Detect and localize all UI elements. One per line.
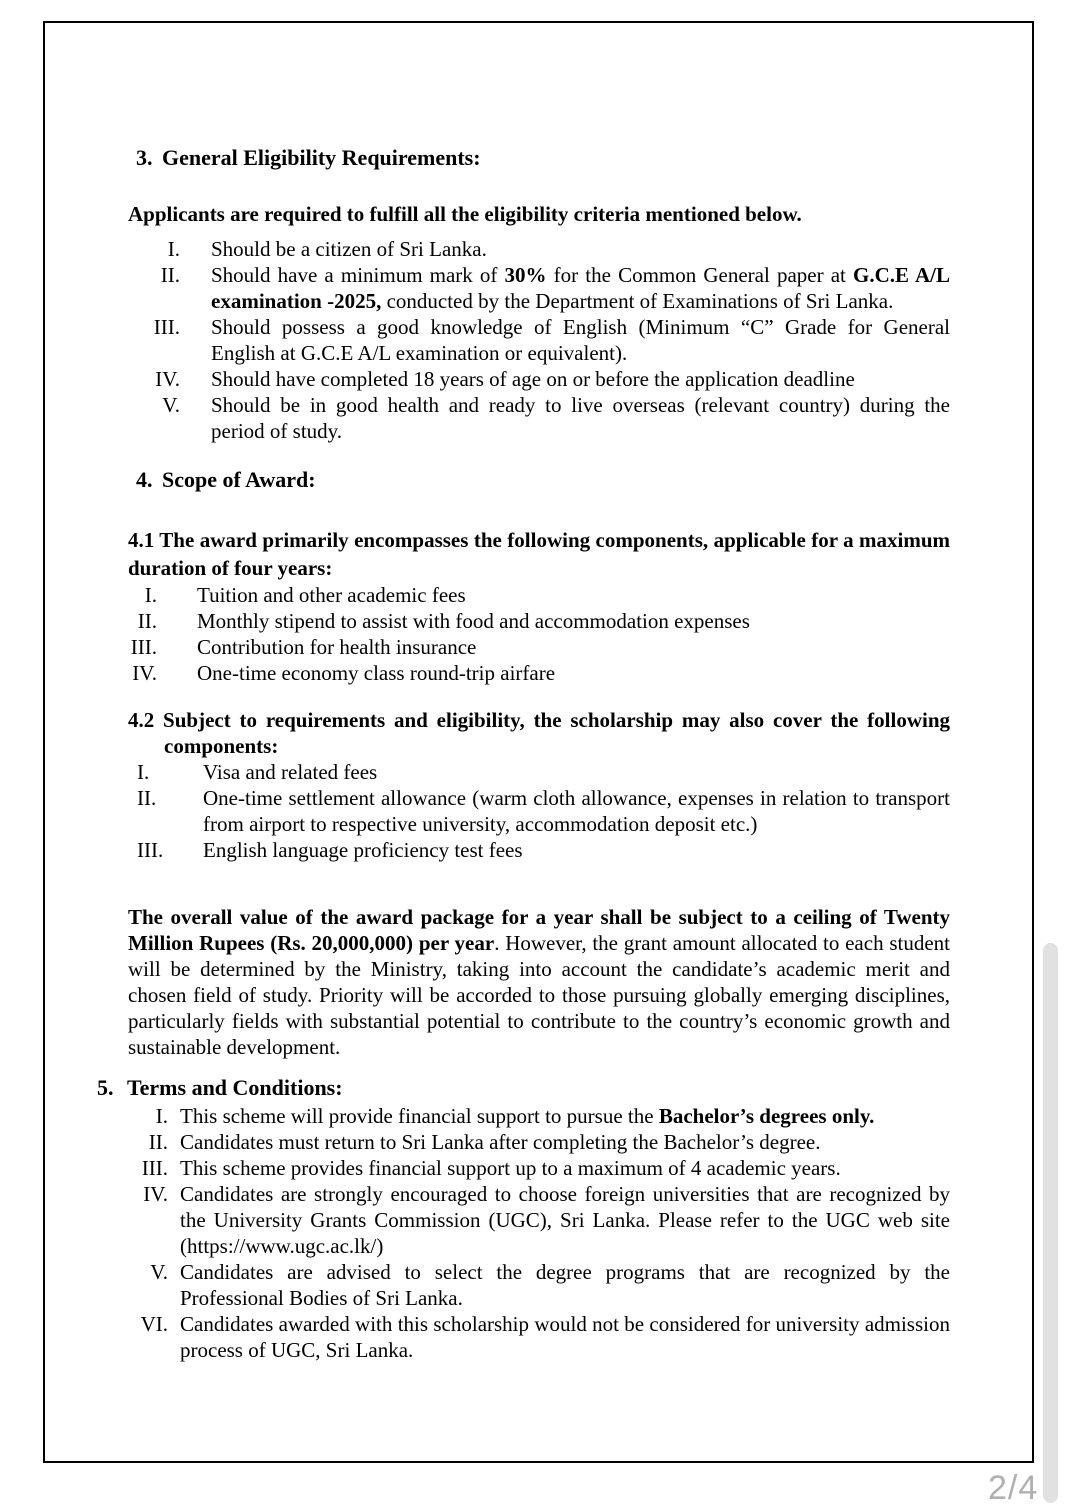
list-item-text: Monthly stipend to assist with food and accommodation expenses xyxy=(197,609,750,633)
list-item-text: Candidates are advised to select the degree programs that are recognized by the Professional Bodies of Sri Lanka. xyxy=(180,1260,950,1310)
list-item xyxy=(128,582,950,608)
list-item-text: Candidates are strongly encouraged to choose foreign universities that are recognized by the University Grants Commission (UGC), Sri Lanka. Please refer to the UGC web site (https://www.ugc.ac.lk/) xyxy=(180,1182,950,1258)
text-run: This scheme will provide financial support to pursue the xyxy=(180,1104,659,1128)
list-item xyxy=(128,1155,950,1181)
list-item-numeral: I. xyxy=(144,583,157,607)
list-item xyxy=(128,314,950,366)
list-item-numeral: II. xyxy=(148,1130,168,1154)
list-item-numeral: IV. xyxy=(143,1182,168,1206)
list-item-numeral: II. xyxy=(160,263,180,287)
section-3-heading xyxy=(136,144,950,171)
list-item-text: English language proficiency test fees xyxy=(203,838,523,862)
page-indicator: 2/4 xyxy=(988,1469,1039,1507)
list-item-text: Should be a citizen of Sri Lanka. xyxy=(211,237,487,261)
list-item xyxy=(128,392,950,444)
list-item xyxy=(128,1311,950,1363)
award-components-list xyxy=(128,582,950,686)
list-item-text: Candidates must return to Sri Lanka after completing the Bachelor’s degree. xyxy=(180,1130,821,1154)
list-item xyxy=(128,660,950,686)
list-item-text: One-time settlement allowance (warm cloth allowance, expenses in relation to transport from airport to respective university, accommodation deposit etc.) xyxy=(203,786,950,836)
section-5-title: Terms and Conditions: xyxy=(127,1075,343,1100)
scrollbar-thumb[interactable] xyxy=(1043,943,1058,1503)
list-item-numeral: VI. xyxy=(140,1312,168,1336)
list-item-numeral: II. xyxy=(137,609,157,633)
text-run: . However, the grant amount allocated to each student will be determined by the Ministry, taking into account the candidate’s academic merit and chosen field of study. Priority will be accorded to those pursuing globally emerging disciplines, particularly fields with substantial potential to contribute to the country’s economic growth and sustainable development. xyxy=(128,931,950,1059)
list-item-numeral: I. xyxy=(137,760,150,784)
list-item-numeral: V. xyxy=(162,393,180,417)
list-item-numeral: I. xyxy=(167,237,180,261)
document-page xyxy=(43,21,1034,1463)
list-item-numeral: III. xyxy=(130,635,157,659)
list-item-numeral: III. xyxy=(153,315,180,339)
text-run: for the Common General paper at xyxy=(546,263,853,287)
eligibility-list xyxy=(128,236,950,444)
section-3-title: General Eligibility Requirements: xyxy=(162,145,481,170)
list-item-numeral: IV. xyxy=(132,661,157,685)
list-item-numeral: II. xyxy=(137,786,157,810)
list-item-numeral: I. xyxy=(155,1104,168,1128)
list-item-text: One-time economy class round-trip airfare xyxy=(197,661,556,685)
list-item-numeral: III. xyxy=(141,1156,168,1180)
list-item xyxy=(128,608,950,634)
section-4-title: Scope of Award: xyxy=(162,467,316,492)
section-5-number: 5. xyxy=(97,1075,114,1100)
text-run-bold: 30% xyxy=(504,263,547,287)
list-item xyxy=(128,1259,950,1311)
list-item xyxy=(128,262,950,314)
list-item xyxy=(128,1129,950,1155)
document-content xyxy=(97,23,950,1363)
list-item-numeral: III. xyxy=(137,838,164,862)
subsection-4-1-heading: 4.1 The award primarily encompasses the following components, applicable for a maximum duration of four years: xyxy=(128,528,950,580)
list-item-text xyxy=(211,262,950,314)
section-4-number: 4. xyxy=(136,467,153,492)
text-run: Should have a minimum mark of xyxy=(211,263,505,287)
eligibility-intro: Applicants are required to fulfill all the eligibility criteria mentioned below. xyxy=(128,202,802,226)
list-item-text: This scheme provides financial support up to a maximum of 4 academic years. xyxy=(180,1156,841,1180)
list-item xyxy=(128,785,950,837)
list-item-text xyxy=(180,1103,950,1129)
list-item xyxy=(128,759,950,785)
list-item xyxy=(128,1103,950,1129)
list-item-text: Should be in good health and ready to live overseas (relevant country) during the period of study. xyxy=(211,393,950,443)
award-value-paragraph xyxy=(128,904,950,1060)
list-item xyxy=(128,634,950,660)
text-run-bold: Bachelor’s degrees only. xyxy=(658,1104,875,1128)
list-item-numeral: IV. xyxy=(155,367,180,391)
list-item-text: Contribution for health insurance xyxy=(197,635,477,659)
list-item-text: Candidates awarded with this scholarship would not be considered for university admission process of UGC, Sri Lanka. xyxy=(180,1312,950,1362)
subsection-4-2-heading: 4.2 Subject to requirements and eligibility, the scholarship may also cover the following components: xyxy=(128,708,950,758)
list-item xyxy=(128,236,950,262)
optional-components-list xyxy=(128,759,950,863)
section-4-heading xyxy=(136,466,950,493)
list-item-text: Visa and related fees xyxy=(203,760,378,784)
list-item-text: Tuition and other academic fees xyxy=(197,583,466,607)
section-3-number: 3. xyxy=(136,145,153,170)
text-run-bold: The overall value of the award package for a year shall be subject to a ceiling of Twenty Million Rupees (Rs. 20,000,000) per year xyxy=(128,905,950,955)
list-item xyxy=(128,1181,950,1259)
list-item-numeral: V. xyxy=(150,1260,168,1284)
list-item xyxy=(128,366,950,392)
list-item xyxy=(128,837,950,863)
text-run: conducted by the Department of Examinations of Sri Lanka. xyxy=(381,289,894,313)
list-item-text: Should possess a good knowledge of English (Minimum “C” Grade for General English at G.C.E A/L examination or equivalent). xyxy=(211,315,950,365)
terms-list xyxy=(128,1103,950,1363)
text-run-bold: G.C.E A/L examination -2025, xyxy=(211,263,950,313)
list-item-text: Should have completed 18 years of age on or before the application deadline xyxy=(211,367,855,391)
section-5-heading xyxy=(97,1074,950,1101)
